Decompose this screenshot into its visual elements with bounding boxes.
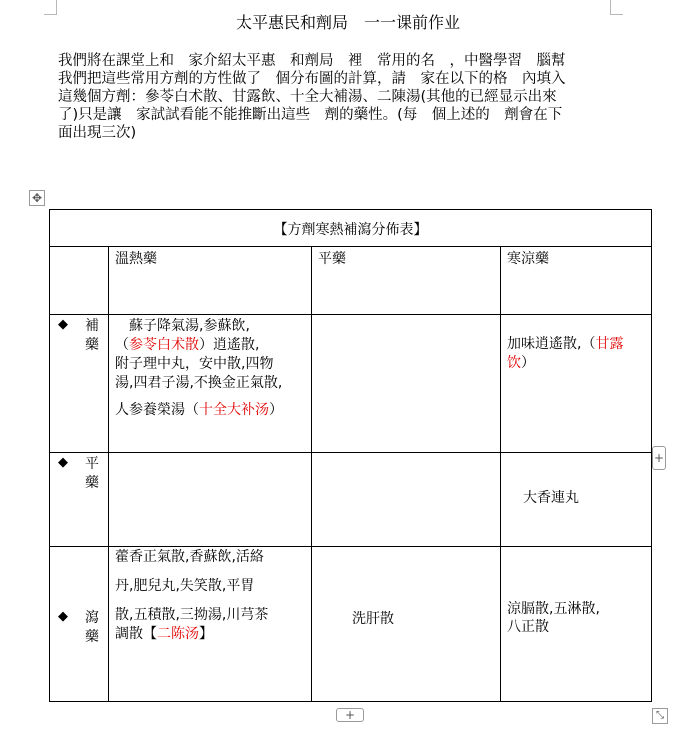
table-resize-handle-icon[interactable]: ⤡ — [652, 708, 668, 724]
intro-line: 了)只是讓 家試試看能不能推斷出這些 劑的藥性。(每 個上述的 劑會在下 — [58, 107, 563, 123]
cell-text: 加味逍遙散,（ — [507, 336, 596, 352]
bracket-text: （ — [115, 337, 129, 353]
row-label-neutral[interactable] — [50, 453, 109, 547]
cell-tonic-cool[interactable] — [501, 315, 652, 453]
row-label-text: 瀉藥 — [85, 610, 99, 645]
intro-line: 我們將在課堂上和 家介紹太平惠 和劑局 裡 常用的名 ，中醫學習 腦幫 — [58, 53, 566, 69]
cell-purge-neutral[interactable]: 洗肝散 — [312, 547, 501, 702]
intro-line: 這幾個方劑：參苓白术散、甘露飲、十全大補湯、二陳湯(其他的已經显示出來 — [58, 89, 557, 105]
cell-line: 丹,肥兒丸,失笑散,平胃 — [115, 578, 255, 594]
bracket-text: ） — [521, 355, 535, 371]
diamond-bullet-icon: ◆ — [58, 609, 68, 624]
table-move-handle-icon[interactable]: ✥ — [29, 190, 45, 206]
cell-line: 藿香正氣散,香蘇飲,活絡 — [115, 549, 264, 565]
cell-neutral-warm[interactable] — [109, 453, 312, 547]
row-label-text: 平藥 — [85, 456, 99, 491]
cell-line: 散,五積散,三拗湯,川芎茶 — [115, 607, 269, 623]
table-caption-cell[interactable] — [50, 210, 652, 247]
intro-line: 我們把這些常用方劑的方性做了 個分布圖的計算，請 家在以下的格 內填入 — [58, 71, 566, 87]
intro-line: 面出現三次) — [58, 125, 137, 141]
cell-line — [115, 336, 309, 355]
cell-purge-cool[interactable] — [501, 547, 652, 702]
column-header-cool[interactable]: 寒涼藥 — [501, 247, 652, 315]
bracket-text: 人参養榮湯（ — [115, 402, 199, 418]
answer-text: 参苓白术散 — [129, 337, 199, 353]
cell-line — [115, 625, 309, 643]
distribution-table — [49, 209, 652, 702]
row-label-purge[interactable] — [50, 547, 109, 702]
cell-line: 湯,四君子湯,不換金正氣散, — [115, 375, 283, 391]
bracket-text: ） — [269, 402, 283, 418]
column-header-warm[interactable]: 溫熱藥 — [109, 247, 312, 315]
row-label-text: 補藥 — [85, 318, 99, 353]
document-title: 太平惠民和劑局 一一课前作业 — [235, 13, 460, 32]
corner-cell[interactable] — [50, 247, 109, 315]
add-row-button[interactable]: + — [336, 708, 364, 722]
cell-line: 蘇子降氣湯,参蘇飲, — [115, 318, 250, 334]
cell-tonic-neutral[interactable] — [312, 315, 501, 453]
diamond-bullet-icon: ◆ — [58, 317, 68, 332]
cell-line: 附子理中丸，安中散,四物 — [115, 356, 274, 372]
cell-purge-warm[interactable] — [109, 547, 312, 702]
answer-text: 二陈汤 — [157, 626, 199, 642]
answer-text: 十全大补汤 — [199, 402, 269, 418]
diamond-bullet-icon: ◆ — [58, 455, 68, 470]
cell-line — [115, 401, 309, 420]
row-label-tonic[interactable] — [50, 315, 109, 453]
column-header-neutral[interactable]: 平藥 — [312, 247, 501, 315]
bracket-text: 調散【 — [115, 626, 157, 642]
cell-neutral-cool[interactable]: 大香連丸 — [501, 453, 652, 547]
intro-paragraph — [58, 52, 618, 142]
cell-line: 涼膈散,五淋散, — [507, 601, 600, 617]
cell-tonic-warm[interactable] — [109, 315, 312, 453]
table-caption: 【方劑寒熱補瀉分佈表】 — [273, 222, 428, 238]
cell-line: 八正散 — [507, 619, 549, 635]
cell-neutral-neutral[interactable] — [312, 453, 501, 547]
add-column-button[interactable]: + — [652, 446, 666, 470]
bracket-text: ）逍遙散, — [199, 337, 260, 353]
answer-text: 甘露饮 — [507, 336, 624, 371]
bracket-text: 】 — [199, 626, 213, 642]
